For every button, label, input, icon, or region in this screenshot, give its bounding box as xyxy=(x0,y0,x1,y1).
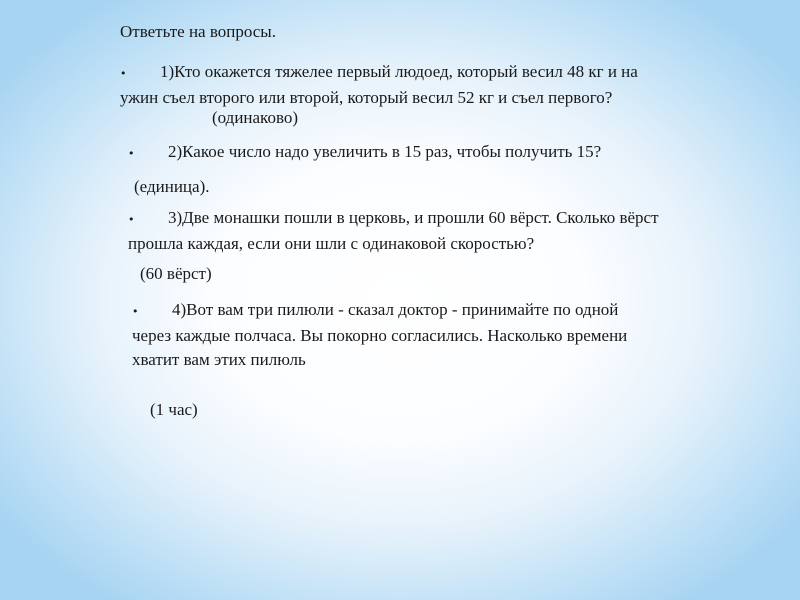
answer-4: (1 час) xyxy=(150,400,198,419)
question-2-line-1 xyxy=(128,140,601,166)
question-3-text-2: прошла каждая, если они шли с одинаковой скоростью? xyxy=(128,234,535,253)
question-3-text-1: 3)Две монашки пошли в церковь, и прошли 60 вёрст. Сколько вёрст xyxy=(168,208,659,227)
question-1 xyxy=(120,60,638,110)
bullet-icon: • xyxy=(120,67,127,80)
question-4-line-1 xyxy=(132,298,627,324)
question-2 xyxy=(128,140,601,166)
question-2-text-1: 2)Какое число надо увеличить в 15 раз, чтобы получить 15? xyxy=(168,142,602,161)
question-4-text-1: 4)Вот вам три пилюли - сказал доктор - принимайте по одной xyxy=(172,300,619,319)
slide-title: Ответьте на вопросы. xyxy=(120,22,276,41)
question-1-text-2: ужин съел второго или второй, который весил 52 кг и съел первого? xyxy=(120,88,613,107)
answer-2: (единица). xyxy=(134,177,210,196)
question-1-text-1: 1)Кто окажется тяжелее первый людоед, который весил 48 кг и на xyxy=(160,62,638,81)
answer-3: (60 вёрст) xyxy=(140,264,212,283)
bullet-icon: • xyxy=(132,305,139,318)
question-1-line-1 xyxy=(120,60,638,86)
question-4-text-2: через каждые полчаса. Вы покорно согласились. Насколько времени xyxy=(132,326,628,345)
question-3-line-1 xyxy=(128,206,659,232)
bullet-icon: • xyxy=(128,147,135,160)
question-4 xyxy=(132,298,627,372)
question-4-text-3: хватит вам этих пилюль xyxy=(132,350,306,369)
answer-1: (одинаково) xyxy=(212,108,299,127)
bullet-icon: • xyxy=(128,213,135,226)
question-3 xyxy=(128,206,659,256)
